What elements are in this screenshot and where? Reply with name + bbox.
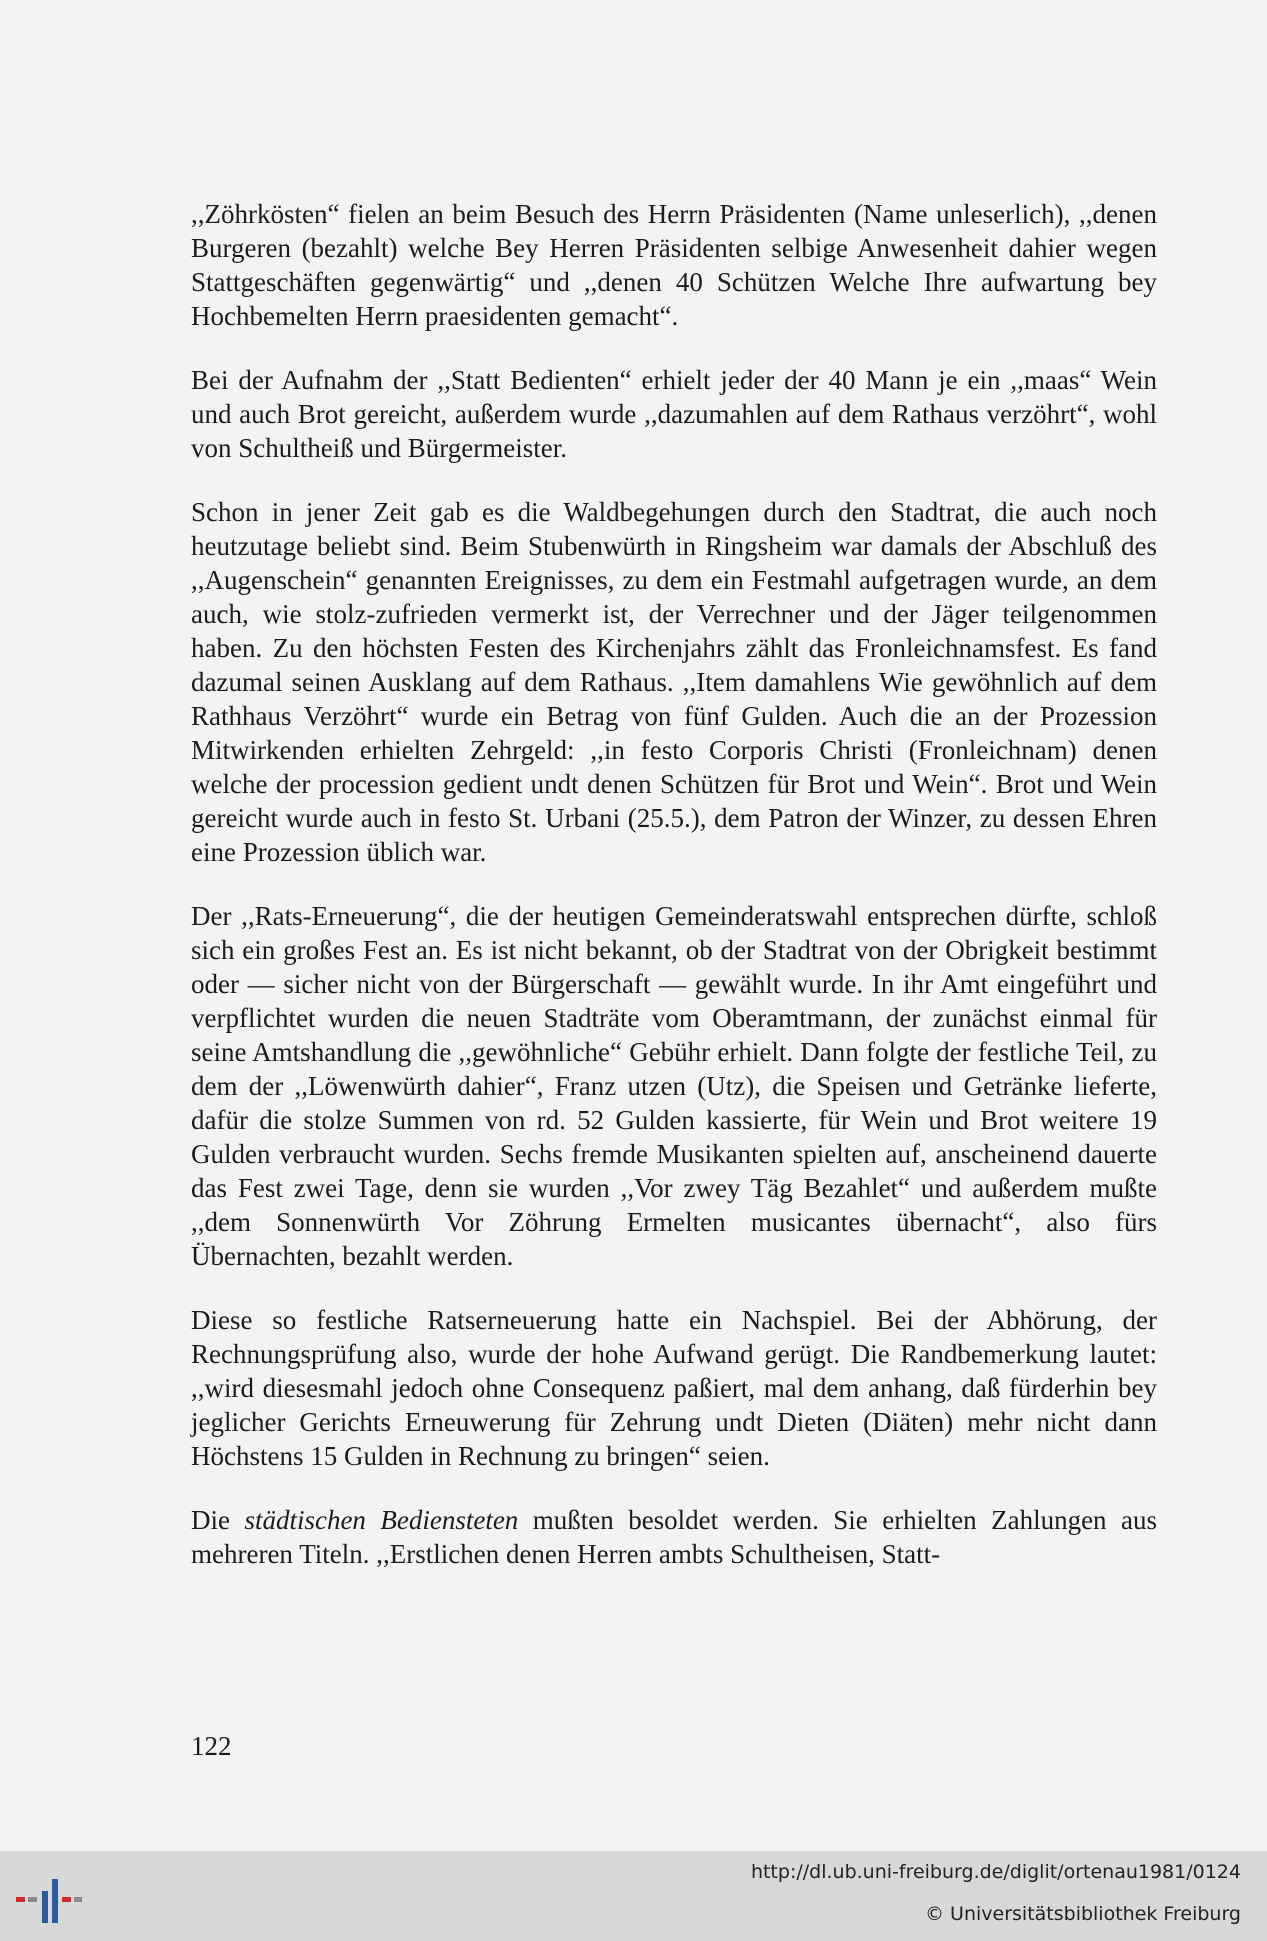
footer-bar [0,1851,1267,1941]
paragraph-6-prefix: Die [191,1505,245,1535]
paragraph-2: Bei der Aufnahm der ,,Statt Bedienten“ erhielt jeder der 40 Mann je ein ,,maas“ Wein und auch Brot gereicht, außerdem wurde ,,dazumahlen auf dem Rathaus verzöhrt“, wohl von Schultheiß und Bürgermeister. [191,365,1157,463]
ub-freiburg-logo-icon [14,1879,84,1924]
paragraph-6 [191,1503,1157,1571]
paragraph-6-italic: städtischen Bediensteten [244,1505,519,1535]
paragraph-4: Der ,,Rats-Erneuerung“, die der heutigen Gemeinderatswahl entsprechen dürfte, schloß sich ein großes Fest an. Es ist nicht bekannt, ob der Stadtrat von der Obrigkeit bestimmt oder — sicher nicht von der Bürgerschaft — gewählt wurde. In ihr Amt eingeführt und verpflichtet wurden die neuen Stadträte vom Oberamtmann, der zunächst einmal für seine Amtshandlung die ,,gewöhnliche“ Gebühr erhielt. Dann folgte der festliche Teil, zu dem der ,,Löwenwürth dahier“, Franz utzen (Utz), die Speisen und Getränke lieferte, dafür die stolze Summen von rd. 52 Gulden kassierte, für Wein und Brot weitere 19 Gulden verbraucht wurden. Sechs fremde Musikanten spielten auf, anscheinend dauerte das Fest zwei Tage, denn sie wurden ,,Vor zwey Täg Bezahlet“ und außerdem mußte ,,dem Sonnenwürth Vor Zöhrung Ermelten musicantes übernacht“, also fürs Übernachten, bezahlt werden. [191,901,1157,1271]
paragraph-5: Diese so festliche Ratserneuerung hatte ein Nachspiel. Bei der Abhörung, der Rechnungsprüfung also, wurde der hohe Aufwand gerügt. Die Randbemerkung lautet: ,,wird diesesmahl jedoch ohne Consequenz paßiert, mal dem anhang, daß fürderhin bey jeglicher Gerichts Erneuwerung für Zehrung undt Dieten (Diäten) mehr nicht dann Höchstens 15 Gulden in Rechnung zu bringen“ seien. [191,1305,1157,1471]
page-text [191,197,1157,1601]
page-number: 122 [191,1731,232,1761]
footer-url[interactable]: http://dl.ub.uni-freiburg.de/diglit/ortenau1981/0124 [750,1861,1241,1883]
footer-copyright: © Universitätsbibliothek Freiburg [925,1903,1241,1925]
paragraph-6-suffix: mußten besoldet werden. Sie erhielten Zahlungen aus mehreren Titeln. ,,Erstlichen denen Herren ambts Schultheisen, Statt- [191,1505,1157,1569]
paragraph-1: ,,Zöhrkösten“ fielen an beim Besuch des Herrn Präsidenten (Name unleserlich), ,,denen Burgeren (bezahlt) welche Bey Herren Präsidenten selbige Anwesenheit dahier wegen Stattgeschäften gegenwärtig“ und ,,denen 40 Schützen Welche Ihre aufwartung bey Hochbemelten Herrn praesidenten gemacht“. [191,199,1157,331]
paragraph-3: Schon in jener Zeit gab es die Waldbegehungen durch den Stadtrat, die auch noch heutzutage beliebt sind. Beim Stubenwürth in Ringsheim war damals der Abschluß des ,,Augenschein“ genannten Ereignisses, zu dem ein Festmahl aufgetragen wurde, an dem auch, wie stolz-zufrieden vermerkt ist, der Verrechner und der Jäger teilgenommen haben. Zu den höchsten Festen des Kirchenjahrs zählt das Fronleichnamsfest. Es fand dazumal seinen Ausklang auf dem Rathaus. ,,Item damahlens Wie gewöhnlich auf dem Rathhaus Verzöhrt“ wurde ein Betrag von fünf Gulden. Auch die an der Prozession Mitwirkenden erhielten Zehrgeld: ,,in festo Corporis Christi (Fronleichnam) denen welche der procession gedient undt denen Schützen für Brot und Wein“. Brot und Wein gereicht wurde auch in festo St. Urbani (25.5.), dem Patron der Winzer, zu dessen Ehren eine Prozession üblich war. [191,497,1157,867]
